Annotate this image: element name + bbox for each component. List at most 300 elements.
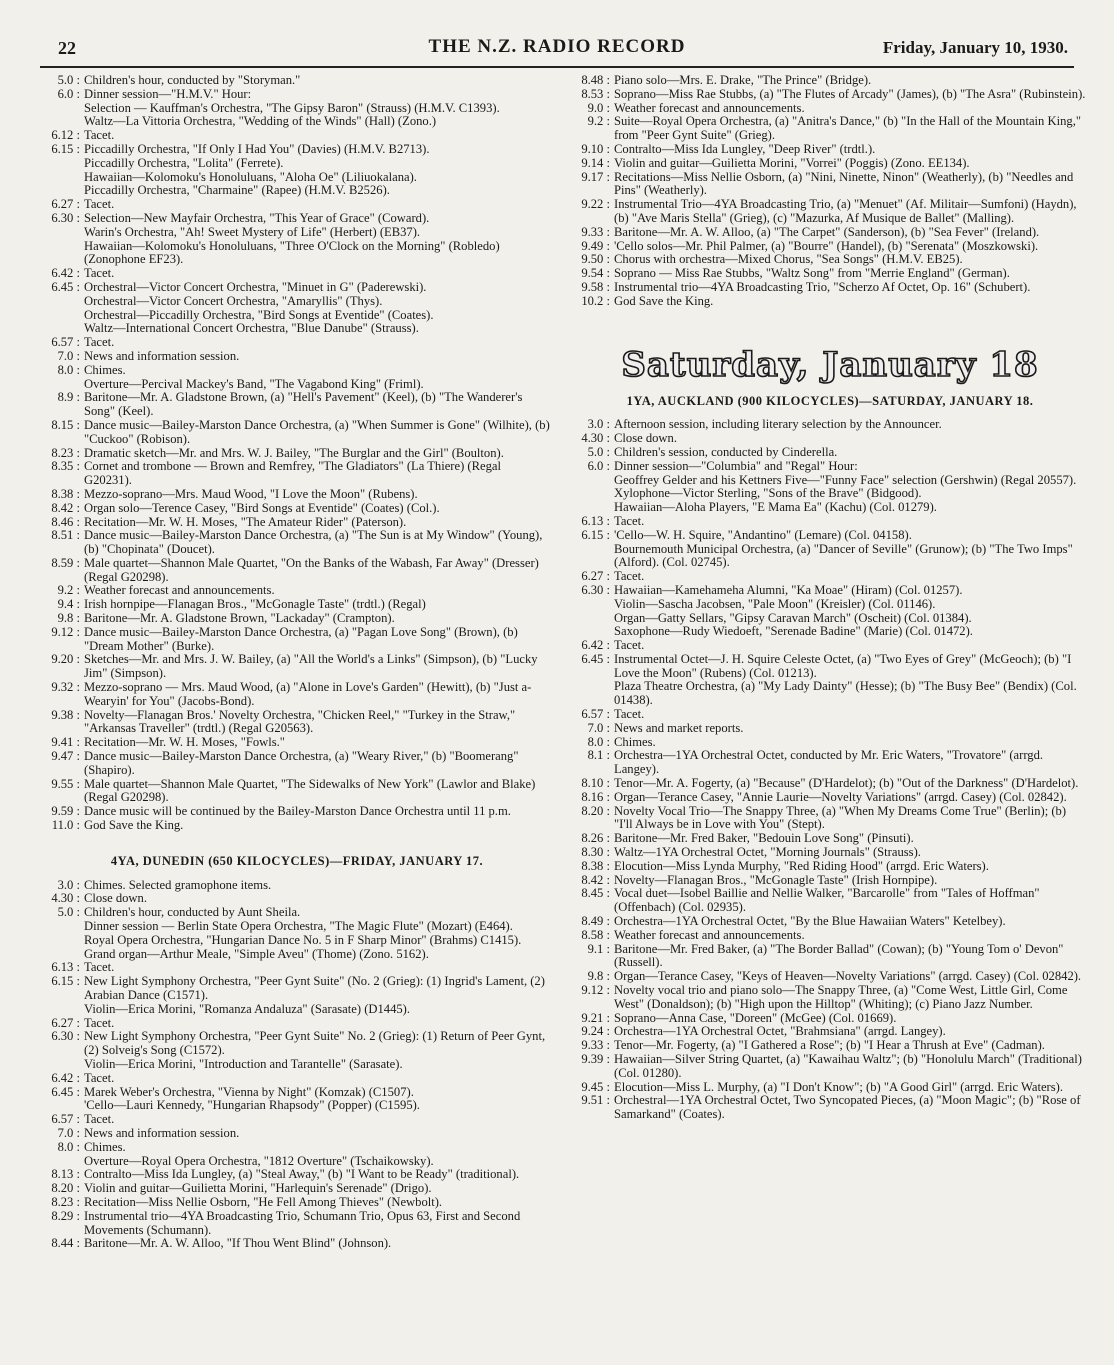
entry-text: Mezzo-soprano — Mrs. Maud Wood, (a) "Alone in Love's Garden" (Hewitt), (b) "Just a-Wearyin' for You" (Jacobs-Bond). [84, 680, 532, 708]
entry-time: 8.30 : [581, 845, 610, 860]
programme-entry [574, 1081, 1086, 1095]
programme-entry [44, 88, 550, 102]
programme-entry [574, 598, 1086, 612]
entry-time: 9.39 : [581, 1052, 610, 1066]
page-number: 22 [58, 38, 76, 58]
programme-entry [574, 253, 1086, 267]
programme-entry [44, 1155, 550, 1169]
entry-text: Organ solo—Terence Casey, "Bird Songs at Eventide" (Coates) (Col.). [84, 500, 440, 515]
entry-time: 8.20 : [51, 1181, 80, 1196]
entry-text: Dance music—Bailey-Marston Dance Orchestra, (a) "When Summer is Gone" (Wilhite), (b) "Cuckoo" (Robison). [84, 417, 550, 446]
entry-time: 3.0 : [57, 877, 80, 892]
entry-time: 8.44 : [51, 1236, 80, 1251]
entry-time: 8.38 : [581, 858, 610, 873]
programme-entry [44, 626, 550, 654]
entry-text: Recitation—Mr. W. H. Moses, "Fowls." [84, 735, 285, 750]
entry-time: 6.42 : [51, 1070, 80, 1085]
entry-time: 9.22 : [581, 197, 610, 212]
entry-text: Chimes. Selected gramophone items. [84, 877, 272, 892]
entry-time: 8.35 : [51, 459, 80, 474]
entry-text: Tacet. [84, 197, 115, 212]
programme-entry [44, 350, 550, 364]
programme-entry [574, 887, 1086, 915]
entry-text: Baritone—Mr. Fred Baker, (a) "The Border Ballad" (Cowan); (b) "Young Tom o' Devon" (Russell). [614, 941, 1064, 970]
entry-text: Soprano—Anna Case, "Doreen" (McGee) (Col. 01669). [614, 1010, 897, 1025]
programme-entry [574, 295, 1086, 309]
entry-text: Tacet. [84, 335, 115, 350]
issue-date: Friday, January 10, 1930. [882, 38, 1068, 57]
entry-text: Weather forecast and announcements. [614, 927, 805, 942]
entry-time: 5.0 : [57, 905, 80, 920]
programme-entry [44, 295, 550, 309]
programme-entry [574, 680, 1086, 708]
programme-entry [44, 934, 550, 948]
entry-text: Afternoon session, including literary selection by the Announcer. [614, 417, 942, 432]
programme-entry [574, 446, 1086, 460]
right-column [574, 74, 1086, 1122]
entry-text: Orchestra—1YA Orchestral Octet, "By the Blue Hawaiian Waters" Ketelbey). [614, 914, 1006, 929]
entry-time: 8.0 : [57, 1139, 80, 1154]
entry-text: Close down. [84, 891, 147, 906]
entry-text: 'Cello—Lauri Kennedy, "Hungarian Rhapsody" (Popper) (C1595). [84, 1098, 420, 1113]
entry-text: Piccadilly Orchestra, "Charmaine" (Rapee) (H.M.V. B2526). [84, 183, 390, 198]
programme-entry [574, 143, 1086, 157]
programme-entry [44, 1030, 550, 1058]
entry-time: 9.12 : [51, 624, 80, 639]
programme-entry [44, 1099, 550, 1113]
entry-time: 6.57 : [51, 1112, 80, 1127]
entry-time: 9.24 : [581, 1024, 610, 1039]
entry-text: Male quartet—Shannon Male Quartet, "On the Banks of the Wabash, Far Away" (Dresser) (Regal G20298). [84, 555, 539, 584]
programme-entry [574, 515, 1086, 529]
entry-time: 9.45 : [581, 1079, 610, 1094]
entry-text: Orchestral—1YA Orchestral Octet, Two Syncopated Pieces, (a) "Moon Magic"; (b) "Rose of Samarkand" (Coates). [614, 1093, 1081, 1122]
programme-entry [44, 1072, 550, 1086]
programme-entry [574, 625, 1086, 639]
entry-text: Baritone—Mr. Fred Baker, "Bedouin Love Song" (Pinsuti). [614, 831, 914, 846]
entry-text: Recitation—Miss Nellie Osborn, "He Fell Among Thieves" (Newbolt). [84, 1194, 443, 1209]
entry-time: 6.30 : [51, 210, 80, 225]
entry-text: Tacet. [614, 707, 645, 722]
programme-entry [574, 749, 1086, 777]
programme-entry [574, 970, 1086, 984]
programme-entry [44, 584, 550, 598]
entry-text: Tacet. [84, 266, 115, 281]
entry-text: New Light Symphony Orchestra, "Peer Gynt Suite" No. 2 (Grieg): (1) Return of Peer Gynt, (2) Solveig's Song (C1572). [84, 1029, 546, 1058]
entry-text: Contralto—Miss Ida Lungley, "Deep River" (trdtl.). [614, 141, 876, 156]
programme-entry [44, 1017, 550, 1031]
programme-entry [44, 322, 550, 336]
entry-time: 9.47 : [51, 749, 80, 764]
programme-entry [44, 378, 550, 392]
entry-text: Dance music—Bailey-Marston Dance Orchestra, (a) "The Sun is at My Window" (Young), (b) "Chopinata" (Doucet). [84, 528, 543, 557]
programme-entry [44, 1058, 550, 1072]
entry-text: Violin and guitar—Guilietta Morini, "Vorrei" (Poggis) (Zono. EE134). [614, 155, 970, 170]
entry-text: Tenor—Mr. A. Fogerty, (a) "Because" (D'Hardelot); (b) "Out of the Darkness" (D'Hardelot). [614, 776, 1079, 791]
entry-time: 8.38 : [51, 486, 80, 501]
entry-text: Dramatic sketch—Mr. and Mrs. W. J. Bailey, "The Burglar and the Girl" (Boulton). [84, 445, 504, 460]
programme-entry [44, 129, 550, 143]
entry-text: Piccadilly Orchestra, "Lolita" (Ferrete). [84, 155, 284, 170]
left-column [44, 74, 550, 1251]
entry-time: 9.21 : [581, 1010, 610, 1025]
entry-time: 6.45 : [51, 279, 80, 294]
programme-entry [574, 639, 1086, 653]
entry-text: Children's session, conducted by Cinderella. [614, 444, 838, 459]
entry-text: Xylophone—Victor Sterling, "Sons of the Brave" (Bidgood). [614, 486, 922, 501]
entry-text: Baritone—Mr. A. W. Alloo, "If Thou Went Blind" (Johnson). [84, 1236, 392, 1251]
entry-time: 6.12 : [51, 128, 80, 143]
programme-entry [44, 557, 550, 585]
programme-entry [574, 874, 1086, 888]
entry-text: Novelty—Flanagan Bros., "McGonagle Taste" (Irish Hornpipe). [614, 872, 938, 887]
entry-time: 8.23 : [51, 1194, 80, 1209]
entry-text: Piano solo—Mrs. E. Drake, "The Prince" (Bridge). [614, 73, 872, 87]
programme-entry [574, 984, 1086, 1012]
programme-entry [44, 157, 550, 171]
programme-entry [574, 432, 1086, 446]
entry-text: Irish hornpipe—Flanagan Bros., "McGonagle Taste" (trdtl.) (Regal) [84, 597, 426, 612]
entry-time: 8.9 : [57, 390, 80, 405]
entry-text: God Save the King. [614, 293, 714, 308]
entry-time: 9.20 : [51, 652, 80, 667]
programme-entry [574, 474, 1086, 488]
entry-time: 9.32 : [51, 680, 80, 695]
programme-entry [44, 281, 550, 295]
programme-entry [574, 791, 1086, 805]
entry-text: Organ—Terance Casey, "Keys of Heaven—Novelty Variations" (arrgd. Casey) (Col. 02842). [614, 969, 1082, 984]
entry-text: Tacet. [84, 1070, 115, 1085]
entry-time: 9.4 : [57, 597, 80, 612]
entry-text: Tacet. [614, 513, 645, 528]
dunedin-programme-list [44, 879, 550, 1252]
programme-entry [44, 102, 550, 116]
entry-text: Dance music—Bailey-Marston Dance Orchestra, (a) "Pagan Love Song" (Brown), (b) "Dream Mother" (Burke). [84, 624, 518, 653]
programme-entry [574, 653, 1086, 681]
entry-time: 8.46 : [51, 514, 80, 529]
entry-text: Cornet and trombone — Brown and Remfrey, "The Gladiators" (La Thiere) (Regal G20231). [84, 459, 502, 488]
programme-entry [44, 419, 550, 447]
entry-time: 8.16 : [581, 789, 610, 804]
entry-text: Geoffrey Gelder and his Kettners Five—"Funny Face" selection (Gershwin) (Regal 20557). [614, 472, 1077, 487]
entry-text: Elocution—Miss L. Murphy, (a) "I Don't Know"; (b) "A Good Girl" (arrgd. Eric Waters). [614, 1079, 1063, 1094]
entry-text: Chimes. [614, 734, 656, 749]
entry-time: 9.58 : [581, 279, 610, 294]
entry-time: 8.59 : [51, 555, 80, 570]
programme-entry [574, 777, 1086, 791]
entry-text: Tacet. [614, 638, 645, 653]
entry-text: Chimes. [84, 1139, 126, 1154]
programme-entry [574, 418, 1086, 432]
entry-time: 9.14 : [581, 155, 610, 170]
programme-entry [574, 74, 1086, 88]
entry-time: 6.13 : [51, 960, 80, 975]
entry-text: Dance music will be continued by the Bailey-Marston Dance Orchestra until 11 p.m. [84, 804, 511, 819]
entry-time: 8.0 : [57, 362, 80, 377]
programme-entry [44, 212, 550, 226]
programme-entry [574, 612, 1086, 626]
saturday-title: Saturday, January 18 [621, 344, 1039, 385]
entry-time: 4.30 : [51, 891, 80, 906]
entry-time: 9.55 : [51, 776, 80, 791]
entry-text: Weather forecast and announcements. [614, 100, 805, 115]
entry-text: Waltz—1YA Orchestral Octet, "Morning Journals" (Strauss). [614, 845, 921, 860]
entry-time: 6.42 : [51, 266, 80, 281]
programme-entry [44, 681, 550, 709]
entry-text: God Save the King. [84, 818, 184, 833]
entry-text: Baritone—Mr. A. Gladstone Brown, (a) "Hell's Pavement" (Keel), (b) "The Wanderer's Song" (Keel). [84, 390, 523, 419]
programme-entry [574, 487, 1086, 501]
entry-text: Dinner session—"H.M.V." Hour: [84, 86, 252, 101]
entry-text: Violin—Erica Morini, "Romanza Andaluza" (Sarasate) (D1445). [84, 1001, 411, 1016]
entry-text: Organ—Gatty Sellars, "Gipsy Caravan March" (Oscheit) (Col. 01384). [614, 610, 972, 625]
entry-text: Orchestral—Victor Concert Orchestra, "Amaryllis" (Thys). [84, 293, 383, 308]
entry-text: Violin—Erica Morini, "Introduction and Tarantelle" (Sarasate). [84, 1056, 403, 1071]
programme-entry [44, 1113, 550, 1127]
entry-time: 9.54 : [581, 266, 610, 281]
programme-entry [44, 879, 550, 893]
entry-text: Instrumental trio—4YA Broadcasting Trio, "Scherzo Af Octet, Op. 16" (Schubert). [614, 279, 1031, 294]
entry-text: Soprano—Miss Rae Stubbs, (a) "The Flutes of Arcady" (James), (b) "The Asra" (Rubinstein). [614, 86, 1086, 101]
programme-entry [44, 1210, 550, 1238]
programme-entry [574, 171, 1086, 199]
entry-text: Dinner session — Berlin State Opera Orchestra, "The Magic Flute" (Mozart) (E464). [84, 919, 513, 934]
entry-text: Dinner session—"Columbia" and "Regal" Hour: [614, 458, 858, 473]
programme-entry [44, 778, 550, 806]
programme-entry [574, 570, 1086, 584]
programme-entry [574, 1094, 1086, 1122]
programme-entry [574, 1012, 1086, 1026]
entry-time: 8.48 : [581, 73, 610, 87]
programme-entry [44, 336, 550, 350]
entry-time: 6.13 : [581, 513, 610, 528]
entry-text: Instrumental Trio—4YA Broadcasting Trio, (a) "Menuet" (Af. Militair—Sumfoni) (Haydn), (b) "Ave Maris Stella" (Grieg), (c) "Mazurka, Af Musique de Ballet" (Malling). [614, 197, 1077, 225]
entry-time: 5.0 : [57, 73, 80, 87]
programme-entry [44, 598, 550, 612]
entry-text: Close down. [614, 431, 677, 446]
entry-text: Tacet. [84, 128, 115, 143]
entry-text: Selection—New Mayfair Orchestra, "This Year of Grace" (Coward). [84, 210, 430, 225]
programme-entry [574, 88, 1086, 102]
entry-text: Chorus with orchestra—Mixed Chorus, "Sea Songs" (H.M.V. EB25). [614, 252, 963, 267]
entry-text: Selection — Kauffman's Orchestra, "The Gipsy Baron" (Strauss) (H.M.V. C1393). [84, 100, 500, 115]
entry-time: 6.0 : [587, 458, 610, 473]
programme-entry [574, 529, 1086, 543]
entry-time: 7.0 : [57, 348, 80, 363]
programme-entry [574, 157, 1086, 171]
programme-entry [574, 240, 1086, 254]
programme-entry [44, 364, 550, 378]
programme-entry [574, 1025, 1086, 1039]
entry-text: Dance music—Bailey-Marston Dance Orchestra, (a) "Weary River," (b) "Boomerang" (Shapiro). [84, 749, 519, 777]
entry-text: Tacet. [84, 1015, 115, 1030]
dunedin-heading: 4YA, DUNEDIN (650 KILOCYCLES)—FRIDAY, JANUARY 17. [110, 853, 484, 868]
entry-text: Orchestral—Piccadilly Orchestra, "Bird Songs at Eventide" (Coates). [84, 307, 434, 322]
entry-text: Suite—Royal Opera Orchestra, (a) "Anitra's Dance," (b) "In the Hall of the Mountain King," from "Peer Gynt Suite" (Grieg). [614, 114, 1081, 143]
entry-time: 6.45 : [581, 651, 610, 666]
programme-entry [44, 1086, 550, 1100]
entry-text: News and information session. [84, 1125, 240, 1140]
programme-entry [44, 1127, 550, 1141]
entry-time: 7.0 : [57, 1125, 80, 1140]
entry-text: Hawaiian—Kolomoku's Honoluluans, "Three O'Clock on the Morning" (Robledo) (Zonophone EF23). [84, 238, 500, 267]
programme-entry [44, 240, 550, 268]
programme-entry [44, 267, 550, 281]
entry-time: 9.8 : [57, 611, 80, 626]
entry-time: 8.1 : [587, 748, 610, 763]
entry-time: 5.0 : [587, 444, 610, 459]
auckland-heading: 1YA, AUCKLAND (900 KILOCYCLES)—SATURDAY, JANUARY 18. [626, 393, 1034, 408]
programme-entry [574, 860, 1086, 874]
programme-entry [574, 708, 1086, 722]
entry-text: Sketches—Mr. and Mrs. J. W. Bailey, (a) "All the World's a Links" (Simpson), (b) "Lucky Jim" (Simpson). [84, 652, 538, 681]
programme-entry [44, 115, 550, 129]
programme-entry [574, 846, 1086, 860]
entry-time: 4.30 : [581, 431, 610, 446]
entry-time: 9.59 : [51, 804, 80, 819]
entry-text: Royal Opera Orchestra, "Hungarian Dance No. 5 in F Sharp Minor" (Brahms) C1415). [84, 932, 522, 947]
entry-text: Male quartet—Shannon Male Quartet, "The Sidewalks of New York" (Lawlor and Blake) (Regal G20298). [84, 776, 536, 805]
entry-text: Soprano — Miss Rae Stubbs, "Waltz Song" from "Merrie England" (German). [614, 266, 1010, 281]
entry-text: 'Cello solos—Mr. Phil Palmer, (a) "Bourre" (Handel), (b) "Serenata" (Moszkowski). [614, 238, 1039, 253]
entry-time: 6.15 : [51, 974, 80, 989]
entry-time: 9.0 : [587, 100, 610, 115]
entry-time: 6.57 : [581, 707, 610, 722]
entry-text: Overture—Royal Opera Orchestra, "1812 Overture" (Tschaikowsky). [84, 1153, 434, 1168]
entry-time: 8.0 : [587, 734, 610, 749]
entry-text: Waltz—La Vittoria Orchestra, "Wedding of the Winds" (Hall) (Zono.) [84, 114, 437, 129]
entry-text: Contralto—Miss Ida Lungley, (a) "Steal Away," (b) "I Want to be Ready" (traditional). [84, 1167, 520, 1182]
programme-entry [574, 1039, 1086, 1053]
entry-text: Orchestra—1YA Orchestral Octet, "Brahmsiana" (arrgd. Langey). [614, 1024, 946, 1039]
programme-entry [44, 74, 550, 88]
entry-time: 9.33 : [581, 224, 610, 239]
entry-time: 11.0 : [51, 818, 80, 833]
entry-time: 8.26 : [581, 831, 610, 846]
programme-entry [44, 906, 550, 920]
programme-entry [44, 184, 550, 198]
entry-time: 8.53 : [581, 86, 610, 101]
entry-time: 9.2 : [587, 114, 610, 129]
page-header [40, 36, 1074, 68]
entry-text: Tenor—Mr. Fogerty, (a) "I Gathered a Rose"; (b) "I Hear a Thrush at Eve" (Cadman). [614, 1038, 1045, 1053]
entry-text: New Light Symphony Orchestra, "Peer Gynt Suite" (No. 2 (Grieg): (1) Ingrid's Lament, (2) Arabian Dance (C1571). [84, 974, 545, 1002]
entry-time: 9.41 : [51, 735, 80, 750]
entry-time: 8.15 : [51, 417, 80, 432]
entry-text: Children's hour, conducted by "Storyman." [84, 73, 301, 87]
entry-time: 6.30 : [581, 582, 610, 597]
dunedin-programme-continued [574, 74, 1086, 309]
entry-time: 8.23 : [51, 445, 80, 460]
programme-entry [574, 226, 1086, 240]
entry-time: 8.49 : [581, 914, 610, 929]
programme-entry [44, 460, 550, 488]
programme-entry [44, 736, 550, 750]
entry-time: 9.12 : [581, 983, 610, 998]
entry-time: 9.49 : [581, 238, 610, 253]
programme-entry [574, 584, 1086, 598]
entry-text: Novelty vocal trio and piano solo—The Snappy Three, (a) "Come West, Little Girl, Come West" (Donaldson); (b) "High upon the Hilltop" (Whiting); (c) Piano Jazz Number. [614, 983, 1068, 1011]
entry-text: Violin—Sascha Jacobsen, "Pale Moon" (Kreisler) (Col. 01146). [614, 596, 936, 611]
programme-entry [574, 736, 1086, 750]
entry-text: News and information session. [84, 348, 240, 363]
entry-text: Instrumental trio—4YA Broadcasting Trio, Schumann Trio, Opus 63, First and Second Movements (Schumann). [84, 1208, 521, 1237]
entry-text: Recitations—Miss Nellie Osborn, (a) "Nini, Ninette, Ninon" (Weatherly), (b) "Needles and Pins" (Weatherly). [614, 169, 1074, 198]
entry-text: Grand organ—Arthur Meale, "Simple Aveu" (Thome) (Zono. 5162). [84, 946, 429, 961]
programme-entry [44, 171, 550, 185]
entry-text: Hawaiian—Aloha Players, "E Mama Ea" (Kachu) (Col. 01279). [614, 500, 937, 515]
entry-text: Weather forecast and announcements. [84, 583, 275, 598]
entry-time: 6.27 : [581, 569, 610, 584]
programme-entry [574, 1053, 1086, 1081]
programme-entry [44, 709, 550, 737]
entry-time: 9.51 : [581, 1093, 610, 1108]
entry-time: 8.42 : [51, 500, 80, 515]
entry-time: 6.42 : [581, 638, 610, 653]
entry-time: 8.29 : [51, 1208, 80, 1223]
programme-entry [574, 115, 1086, 143]
programme-entry [44, 948, 550, 962]
programme-entry [44, 920, 550, 934]
entry-text: Violin and guitar—Guilietta Morini, "Harlequin's Serenade" (Drigo). [84, 1181, 432, 1196]
programme-entry [44, 143, 550, 157]
entry-text: Hawaiian—Kamehameha Alumni, "Ka Moae" (Hiram) (Col. 01257). [614, 582, 963, 597]
entry-text: Instrumental Octet—J. H. Squire Celeste Octet, (a) "Two Eyes of Grey" (McGeoch); (b) "I Love the Moon" (Rubens) (Col. 01213). [614, 651, 1072, 680]
programme-entry [44, 1141, 550, 1155]
programme-entry [574, 460, 1086, 474]
entry-time: 6.27 : [51, 1015, 80, 1030]
entry-text: Chimes. [84, 362, 126, 377]
entry-text: Recitation—Mr. W. H. Moses, "The Amateur Rider" (Paterson). [84, 514, 407, 529]
entry-text: Piccadilly Orchestra, "If Only I Had You" (Davies) (H.M.V. B2713). [84, 141, 430, 156]
entry-time: 9.33 : [581, 1038, 610, 1053]
entry-time: 8.45 : [581, 886, 610, 901]
programme-entry [44, 1003, 550, 1017]
entry-time: 9.8 : [587, 969, 610, 984]
programme-entry [44, 961, 550, 975]
entry-text: Novelty Vocal Trio—The Snappy Three, (a) "When My Dreams Come True" (Berlin); (b) "I'll Always be in Love with You" (Stept). [614, 803, 1067, 832]
entry-time: 8.51 : [51, 528, 80, 543]
entry-time: 6.15 : [51, 141, 80, 156]
entry-time: 9.10 : [581, 141, 610, 156]
programme-entry [574, 832, 1086, 846]
programme-entry [44, 488, 550, 502]
entry-text: Overture—Percival Mackey's Band, "The Vagabond King" (Friml). [84, 376, 424, 391]
entry-time: 6.30 : [51, 1029, 80, 1044]
entry-text: Elocution—Miss Lynda Murphy, "Red Riding Hood" (arrgd. Eric Waters). [614, 858, 989, 873]
programme-entry [574, 805, 1086, 833]
programme-entry [574, 281, 1086, 295]
entry-text: Baritone—Mr. A. Gladstone Brown, "Lackaday" (Crampton). [84, 611, 395, 626]
programme-entry [574, 722, 1086, 736]
programme-entry [44, 529, 550, 557]
programme-entry [574, 543, 1086, 571]
programme-entry [44, 1237, 550, 1251]
entry-time: 9.38 : [51, 707, 80, 722]
entry-text: Novelty—Flanagan Bros.' Novelty Orchestra, "Chicken Reel," "Turkey in the Straw," "Arkansas Traveller" (trdtl.) (Regal G20563). [84, 707, 516, 736]
entry-time: 6.27 : [51, 197, 80, 212]
programme-entry [44, 502, 550, 516]
entry-time: 8.20 : [581, 803, 610, 818]
programme-entry [44, 1182, 550, 1196]
entry-time: 3.0 : [587, 417, 610, 432]
entry-time: 8.13 : [51, 1167, 80, 1182]
entry-text: Bournemouth Municipal Orchestra, (a) "Dancer of Seville" (Grunow); (b) "The Two Imps" (Alford). (Col. 02745). [614, 541, 1073, 570]
entry-time: 6.45 : [51, 1084, 80, 1099]
entry-text: 'Cello—W. H. Squire, "Andantino" (Lemare) (Col. 04158). [614, 527, 912, 542]
programme-entry [574, 102, 1086, 116]
entry-time: 8.42 : [581, 872, 610, 887]
